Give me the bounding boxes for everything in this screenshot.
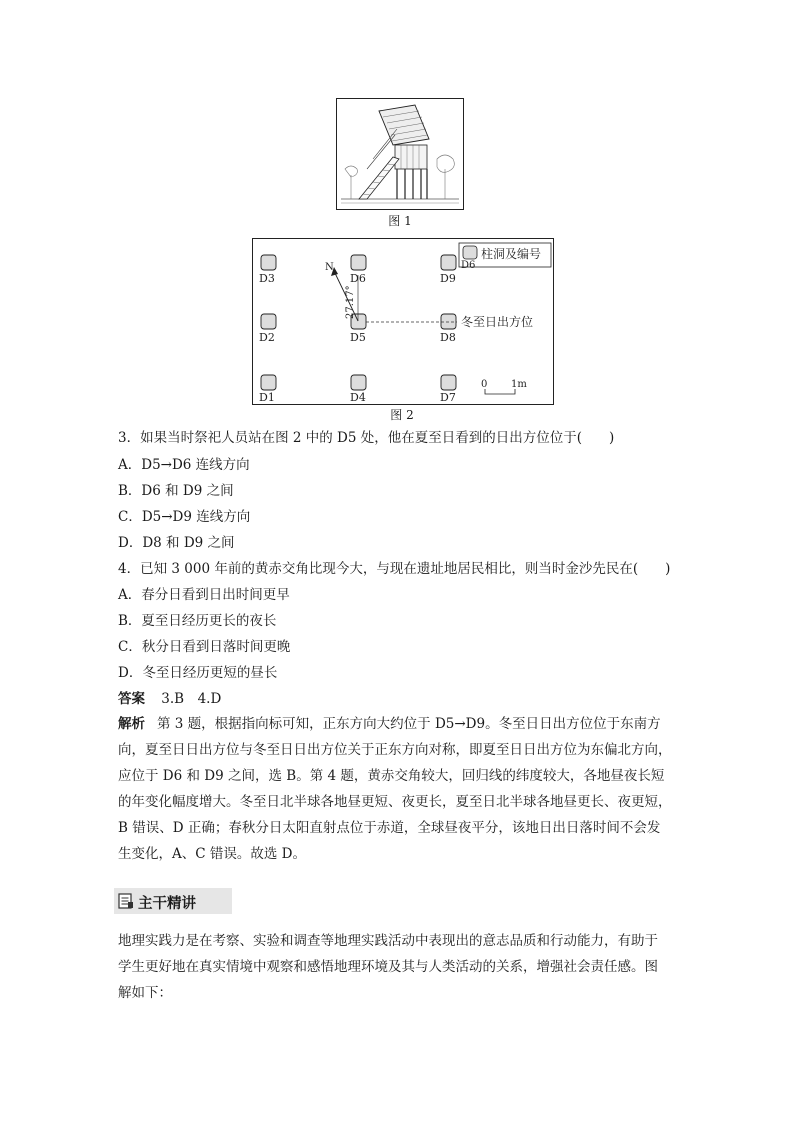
intro-line: 解如下： — [118, 985, 172, 1001]
post-label: D7 — [440, 391, 456, 404]
analysis-line: 的年变化幅度增大。冬至日北半球各地昼更短、夜更长，夏至日北半球各地昼更长、夜更短， — [118, 794, 672, 810]
post-hole — [351, 375, 366, 390]
question-3-option-c: C．D5→D9 连线方向 — [118, 509, 251, 525]
figure-2-caption: 图 2 — [390, 408, 414, 422]
analysis-line: 应位于 D6 和 D9 之间，选 B。第 4 题，黄赤交角较大，回归线的纬度较大，各地昼夜长短 — [118, 768, 665, 784]
question-3-stem: 3．如果当时祭祀人员站在图 2 中的 D5 处，他在夏至日看到的日出方位位于( ) — [118, 430, 615, 446]
post-hole — [441, 375, 456, 390]
question-4-option-c: C．秋分日看到日落时间更晚 — [118, 639, 291, 655]
question-3-option-a: A．D5→D6 连线方向 — [118, 457, 250, 473]
post-label: D2 — [259, 331, 275, 344]
post-label: D4 — [350, 391, 366, 404]
legend-label: 柱洞及编号 — [481, 247, 542, 261]
post-label: D9 — [440, 272, 456, 285]
answer-text: 3.B 4.D — [161, 691, 222, 707]
post-hole — [441, 314, 456, 329]
document-icon — [118, 893, 134, 909]
post-label: D6 — [350, 272, 366, 285]
answer-label: 答案 — [118, 691, 145, 707]
analysis-line: 第 3 题，根据指向标可知，正东方向大约位于 D5→D9。冬至日日出方位位于东南方 — [157, 716, 661, 732]
question-3-option-b: B．D6 和 D9 之间 — [118, 483, 234, 499]
angle-label: 27.17° — [345, 285, 356, 319]
north-label: N — [325, 262, 334, 273]
post-hole — [351, 255, 366, 270]
legend-post-icon — [463, 246, 477, 259]
analysis-block — [118, 711, 672, 867]
intro-paragraph — [118, 928, 658, 1006]
analysis-line: B 错误、D 正确；春秋分日太阳直射点位于赤道，全球昼夜平分，该地日出日落时间不会发 — [118, 820, 661, 836]
post-label: D5 — [350, 331, 366, 344]
post-hole-plan-drawing — [253, 239, 553, 404]
question-3-option-d: D．D8 和 D9 之间 — [118, 535, 235, 551]
post-hole — [261, 255, 276, 270]
analysis-line: 向，夏至日日出方位与冬至日日出方位关于正东方向对称，即夏至日日出方位为东偏北方向， — [118, 742, 672, 758]
post-hole — [261, 314, 276, 329]
legend-sample-label: D6 — [461, 260, 476, 271]
question-4-option-d: D．冬至日经历更短的昼长 — [118, 665, 278, 681]
figure-1-illustration — [336, 98, 464, 210]
sunrise-label: 冬至日出方位 — [461, 315, 534, 329]
question-4-option-b: B．夏至日经历更长的夜长 — [118, 613, 277, 629]
intro-line: 学生更好地在真实情境中观察和感悟地理环境及其与人类活动的关系，增强社会责任感。图 — [118, 959, 658, 975]
post-label: D1 — [259, 391, 275, 404]
question-4-stem: 4．已知 3 000 年前的黄赤交角比现今大，与现在遗址地居民相比，则当时金沙先民在( ) — [118, 561, 671, 577]
post-label: D3 — [259, 272, 275, 285]
question-4-option-a: A．春分日看到日出时间更早 — [118, 587, 290, 603]
figure-1-caption: 图 1 — [388, 214, 412, 228]
scale-zero: 0 — [481, 379, 488, 390]
analysis-label: 解析 — [118, 716, 145, 732]
analysis-line: 生变化，A、C 错误。故选 D。 — [118, 846, 306, 862]
section-title: 主干精讲 — [138, 896, 196, 912]
stilt-building-drawing — [337, 99, 463, 209]
figure-2-plan — [252, 238, 554, 405]
post-hole — [441, 255, 456, 270]
intro-line: 地理实践力是在考察、实验和调查等地理实践活动中表现出的意志品质和行动能力，有助于 — [118, 933, 658, 949]
post-hole — [261, 375, 276, 390]
answer-row — [118, 689, 221, 709]
scale-unit: 1m — [511, 379, 527, 390]
post-label: D8 — [440, 331, 456, 344]
